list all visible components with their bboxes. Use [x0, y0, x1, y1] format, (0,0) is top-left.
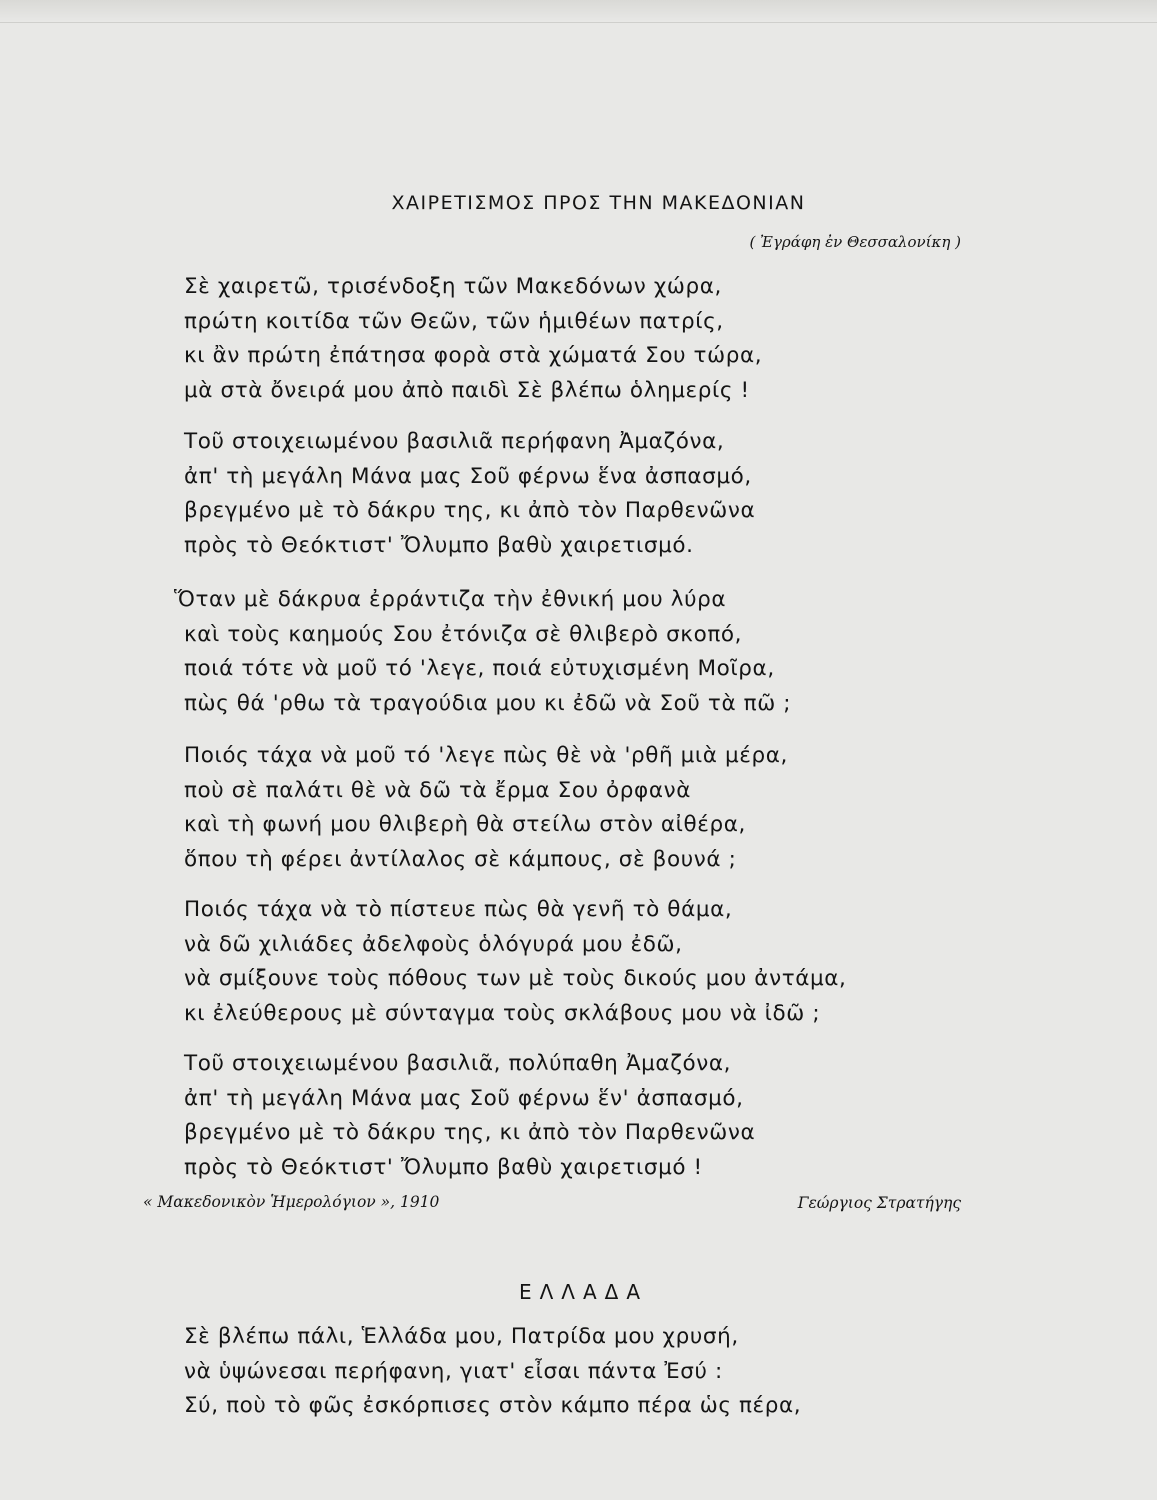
poem-title: ΧΑΙΡΕΤΙΣΜΟΣ ΠΡΟΣ ΤΗΝ ΜΑΚΕΔΟΝΙΑΝ — [391, 192, 806, 214]
verse-line: νὰ δῶ χιλιάδες ἀδελφοὺς ὁλόγυρά μου ἐδῶ, — [184, 931, 683, 957]
verse-line: πρὸς τὸ Θεόκτιστ' Ὄλυμπο βαθὺ χαιρετισμό. — [184, 532, 694, 558]
verse-line: Τοῦ στοιχειωμένου βασιλιᾶ περήφανη Ἀμαζόνα, — [184, 429, 725, 454]
verse-line: βρεγμένο μὲ τὸ δάκρυ της, κι ἀπὸ τὸν Παρθενῶνα — [184, 1120, 756, 1145]
verse-line: ὅπου τὴ φέρει ἀντίλαλος σὲ κάμπους, σὲ βουνά ; — [184, 846, 737, 872]
stanza-5 — [184, 893, 984, 1031]
verse-line: Τοῦ στοιχειωμένου βασιλιᾶ, πολύπαθη Ἀμαζόνα, — [184, 1051, 732, 1076]
verse-line: βρεγμένο μὲ τὸ δάκρυ της, κι ἀπὸ τὸν Παρθενῶνα — [184, 498, 756, 523]
verse-line: ἀπ' τὴ μεγάλη Μάνα μας Σοῦ φέρνω ἕνα ἀσπασμό, — [184, 463, 752, 489]
poem-author: Γεώργιος Στρατήγης — [797, 1194, 961, 1212]
verse-line: καὶ τοὺς καημούς Σου ἐτόνιζα σὲ θλιβερὸ σκοπό, — [184, 621, 743, 647]
stanza-3 — [174, 583, 984, 721]
stanza-2 — [184, 425, 984, 563]
verse-line: ἀπ' τὴ μεγάλη Μάνα μας Σοῦ φέρνω ἕν' ἀσπασμό, — [184, 1085, 744, 1111]
verse-line: κι ἐλεύθερους μὲ σύνταγμα τοὺς σκλάβους μου νὰ ἰδῶ ; — [184, 1000, 821, 1026]
verse-line: Σὲ χαιρετῶ, τρισένδοξη τῶν Μακεδόνων χώρα, — [184, 274, 722, 299]
verse-line: Ὅταν μὲ δάκρυα ἐρράντιζα τὴν ἐθνική μου λύρα — [174, 587, 727, 612]
poem-subtitle: ( Ἐγράφη ἐν Θεσσαλονίκη ) — [749, 233, 961, 251]
poem-2-stanza — [184, 1320, 984, 1424]
verse-line: ποὺ σὲ παλάτι θὲ νὰ δῶ τὰ ἔρμα Σου ὀρφανὰ — [184, 777, 691, 803]
verse-line: πρώτη κοιτίδα τῶν Θεῶν, τῶν ἡμιθέων πατρίς, — [184, 308, 724, 334]
stanza-4 — [184, 739, 984, 877]
verse-line: νὰ σμίξουνε τοὺς πόθους των μὲ τοὺς δικούς μου ἀντάμα, — [184, 966, 847, 991]
poem-source: « Μακεδονικὸν Ἡμερολόγιον », 1910 — [143, 1193, 440, 1211]
verse-line: νὰ ὑψώνεσαι περήφανη, γιατ' εἶσαι πάντα Ἐσύ : — [184, 1358, 723, 1384]
verse-line: μὰ στὰ ὄνειρά μου ἀπὸ παιδὶ Σὲ βλέπω ὁλημερίς ! — [184, 377, 750, 403]
verse-line: πρὸς τὸ Θεόκτιστ' Ὄλυμπο βαθὺ χαιρετισμό ! — [184, 1154, 703, 1180]
verse-line: Σὲ βλέπω πάλι, Ἑλλάδα μου, Πατρίδα μου χρυσή, — [184, 1324, 739, 1349]
verse-line: ποιά τότε νὰ μοῦ τό 'λεγε, ποιά εὐτυχισμένη Μοῖρα, — [184, 656, 775, 681]
stanza-1 — [184, 270, 984, 408]
stanza-6 — [184, 1047, 984, 1185]
verse-line: κι ἂν πρώτη ἐπάτησα φορὰ στὰ χώματά Σου τώρα, — [184, 343, 763, 368]
poem-2-title: ΕΛΛΑΔΑ — [518, 1280, 649, 1304]
verse-line: Σύ, ποὺ τὸ φῶς ἐσκόρπισες στὸν κάμπο πέρα ὡς πέρα, — [184, 1393, 802, 1418]
verse-line: Ποιός τάχα νὰ μοῦ τό 'λεγε πὼς θὲ νὰ 'ρθῆ μιὰ μέρα, — [184, 743, 788, 768]
verse-line: Ποιός τάχα νὰ τὸ πίστευε πὼς θὰ γενῆ τὸ θάμα, — [184, 897, 733, 922]
verse-line: καὶ τὴ φωνή μου θλιβερὴ θὰ στείλω στὸν αἰθέρα, — [184, 812, 746, 837]
verse-line: πὼς θά 'ρθω τὰ τραγούδια μου κι ἐδῶ νὰ Σοῦ τὰ πῶ ; — [184, 690, 792, 716]
page-top-edge — [0, 0, 1157, 23]
